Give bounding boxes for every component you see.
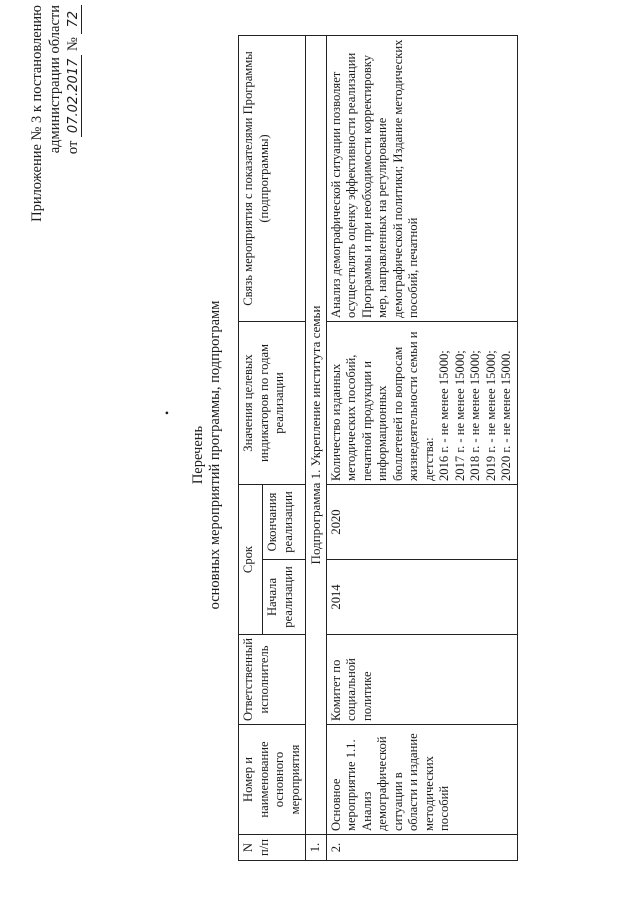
measures-table [238, 35, 518, 861]
appendix-header [28, 5, 83, 285]
header-num: N п/п [239, 835, 306, 861]
row-indicators [326, 322, 517, 485]
handwritten-number: 72 [66, 5, 82, 34]
indicator-intro: Количество изданных методических пособий, печатной продукции и информационных бюллетеней по вопросам жизнедеятельности семьи и детства: [328, 331, 436, 481]
handwritten-date: 07.02.2017 [66, 55, 82, 137]
table-row [326, 36, 517, 861]
header-term-end: Окончания реализации [263, 485, 306, 560]
row-start: 2014 [326, 560, 517, 635]
header-link: Связь мероприятия с показателями Программы (подпрограммы) [239, 36, 306, 322]
document-title [190, 155, 224, 755]
header-term: Срок [239, 485, 263, 635]
row-link: Анализ демографической ситуации позволяет осуществлять оценку эффективности реализации Программы и при необходимости корректировку мер, направленных на регулирование демографической политики; Издание методических пособий, печатной [326, 36, 517, 322]
title-line-1: Перечень [190, 425, 206, 485]
from-prefix: от [65, 140, 81, 155]
header-indicators: Значения целевых индикаторов по годам реализации [239, 322, 306, 485]
header-name: Номер и наименование основного мероприятия [239, 725, 306, 835]
indicator-2020: 2020 г. - не менее 15000. [499, 350, 513, 481]
stray-mark: • [160, 410, 174, 415]
section-num: 1. [306, 835, 327, 861]
indicator-2018: 2018 г. - не менее 15000; [468, 350, 482, 481]
indicator-2017: 2017 г. - не менее 15000; [452, 350, 467, 481]
appendix-line-1: Приложение № 3 к постановлению [29, 5, 45, 222]
row-end: 2020 [326, 485, 517, 560]
row-num: 2. [326, 835, 517, 861]
appendix-date-line [64, 5, 83, 285]
table-row-section [306, 36, 327, 861]
row-name: Основное мероприятие 1.1. Анализ демографической ситуации в области и издание методических пособий [326, 725, 517, 835]
title-line-2: основных мероприятий программы, подпрограмм [207, 300, 223, 610]
appendix-line-2: администрации области [47, 5, 63, 154]
indicator-2019: 2019 г. - не менее 15000; [483, 350, 498, 481]
table-header-row [239, 36, 263, 861]
section-label: Подпрограмма 1. Укрепление института семьи [306, 36, 327, 835]
header-executor: Ответственный исполнитель [239, 635, 306, 725]
number-prefix: № [65, 37, 81, 52]
indicator-2016: 2016 г. - не менее 15000; [437, 350, 451, 481]
row-executor: Комитет по социальной политике [326, 635, 517, 725]
header-term-start: Начала реализации [263, 560, 306, 635]
